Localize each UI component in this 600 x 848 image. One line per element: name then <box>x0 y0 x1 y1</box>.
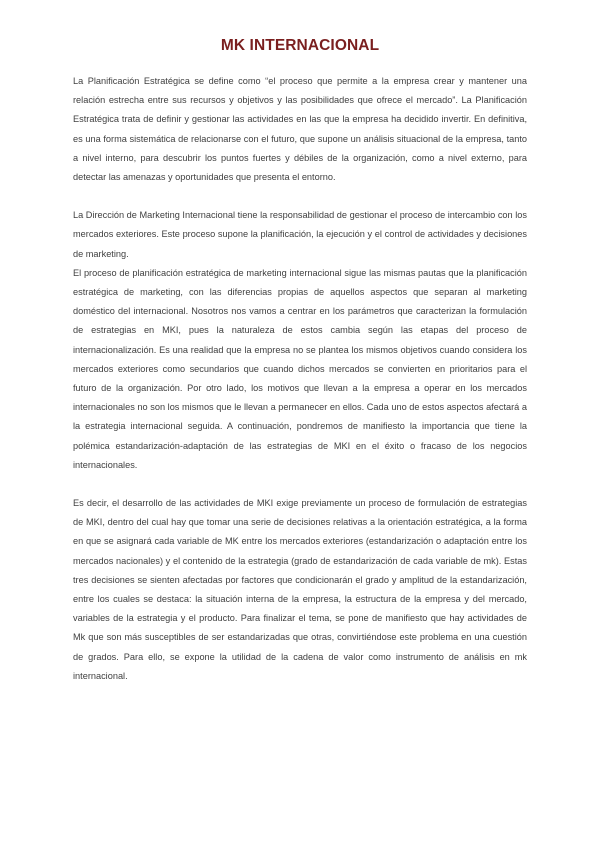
paragraph-desarrollo-actividades: Es decir, el desarrollo de las actividades de MKI exige previamente un proceso de formulación de estrategias de MKI, dentro del cual hay que tomar una serie de decisiones relativas a la orientación estratégica, a la forma en que se asignará cada variable de MK entre los mercados exteriores (estandarización o adaptación entre los mercados nacionales) y el contenido de la estrategia (grado de estandarización de cada variable de mk). Estas tres decisiones se sienten afectadas por factores que condicionarán el grado y amplitud de la estandarización, entre los cuales se destaca: la situación interna de la empresa, la estructura de la empresa y del mercado, variables de la estrategia y el producto. Para finalizar el tema, se pone de manifiesto que hay actividades de Mk que son más susceptibles de ser estandarizadas que otras, convirtiéndose este problema en una cuestión de grados. Para ello, se expone la utilidad de la cadena de valor como instrumento de análisis en mk internacional. <box>73 498 527 681</box>
paragraph-direccion-marketing: La Dirección de Marketing Internacional tiene la responsabilidad de gestionar el proceso de intercambio con los mercados exteriores. Este proceso supone la planificación, la ejecución y el control de actividades y decisiones de marketing. <box>73 210 527 259</box>
paragraph-spacer <box>73 475 527 494</box>
paragraph-spacer <box>73 187 527 206</box>
paragraph-planificacion-estrategica: La Planificación Estratégica se define como “el proceso que permite a la empresa crear y mantener una relación estrecha entre sus recursos y objetivos y las posibilidades que ofrece el mercado”. La Planificación Estratégica trata de definir y gestionar las actividades en las que la empresa ha decidido invertir. En definitiva, es una forma sistemática de relacionarse con el futuro, que supone un análisis situacional de la empresa, tanto a nivel interno, para descubrir los puntos fuertes y débiles de la organización, como a nivel externo, para detectar las amenazas y oportunidades que presenta el entorno. <box>73 76 527 183</box>
paragraph-proceso-planificacion: El proceso de planificación estratégica de marketing internacional sigue las mismas pautas que la planificación estratégica de marketing, con las diferencias propias de aquellos aspectos que separan al marketing doméstico del internacional. Nosotros nos vamos a centrar en los parámetros que caracterizan la formulación de estrategias en MKI, pues la naturaleza de estos cambia según las etapas del proceso de internacionalización. Es una realidad que la empresa no se plantea los mismos objetivos cuando considera los mercados exteriores como secundarios que cuando dichos mercados se convierten en prioritarios para el futuro de la organización. Por otro lado, los motivos que llevan a la empresa a operar en los mercados internacionales no son los mismos que le llevan a permanecer en ellos. Cada uno de estos aspectos afectará a la estrategia internacional seguida. A continuación, pondremos de manifiesto la importancia que tiene la polémica estandarización-adaptación de las estrategias de MKI en el éxito o fracaso de los negocios internacionales. <box>73 267 527 470</box>
document-title: MK INTERNACIONAL <box>220 37 380 54</box>
